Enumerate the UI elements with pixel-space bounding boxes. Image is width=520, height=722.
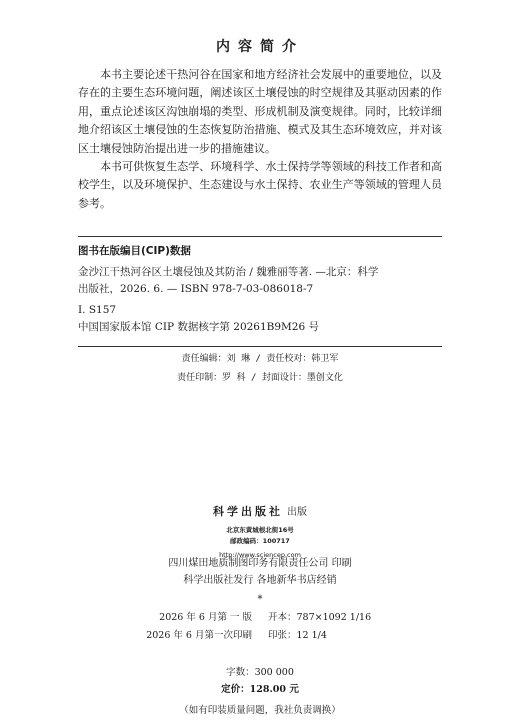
publisher-url: http://www.sciencep.com (219, 551, 301, 559)
price: 定价：128.00 元 (221, 684, 299, 695)
format-size: 开本：787×1092 1/16 (268, 612, 372, 623)
publisher-block (0, 500, 520, 561)
print-date: 2026 年 6 月第一次印刷 (146, 630, 252, 641)
cip-line-record-number: 中国国家版本馆 CIP 数据核字第 20261B9M26 号 (78, 321, 320, 333)
editorial-credits (0, 350, 520, 388)
distributor: 科学出版社发行 各地新华书店经销 (183, 575, 337, 586)
cip-line-classification: Ⅰ. S157 (78, 304, 117, 316)
top-divider (78, 236, 442, 237)
edition-row-2 (0, 627, 520, 645)
middle-divider (78, 346, 442, 347)
edition-date: 2026 年 6 月第 一 版 (159, 612, 252, 623)
page-title: 内容简介 (216, 39, 304, 55)
publisher-zip: 邮政编码：100717 (230, 537, 290, 545)
edition-info (0, 609, 520, 645)
credits-row-production: 责任印制：罗 科 / 封面设计：墨创文化 (177, 373, 343, 383)
edition-row-1 (0, 609, 520, 627)
cip-line-publisher-isbn: 出版社，2026. 6. — ISBN 978-7-03-086018-7 (78, 283, 314, 295)
abstract-paragraph-1: 本书主要论述干热河谷在国家和地方经济社会发展中的重要地位，以及存在的主要生态环境问题，阐述该区土壤侵蚀的时空规律及其驱动因素的作用，重点论述该区沟蚀崩塌的类型、形成机制及演变规律。同时，比较详细地介绍该区土壤侵蚀的生态恢复防治措施、模式及其生态环境效应，并对该区土壤侵蚀防治提出进一步的措施建议。 (78, 68, 442, 155)
cip-data-block (78, 243, 442, 336)
printer-name: 四川煤田地质制图印务有限责任公司 印刷 (168, 558, 352, 569)
publisher-address: 北京东黄城根北街16号 (226, 526, 294, 534)
publisher-name-logo: 科学出版社 (213, 505, 283, 518)
cip-heading: 图书在版编目(CIP)数据 (78, 245, 191, 257)
book-stats (0, 664, 520, 698)
separator-asterisk: * (257, 594, 263, 605)
word-count: 字数：300 000 (226, 667, 294, 678)
quality-note: （如有印装质量问题，我社负责调换） (179, 705, 341, 716)
abstract-paragraph-2: 本书可供恢复生态学、环境科学、水土保持学等领域的科技工作者和高校学生，以及环境保护、生态建设与水土保持、农业生产等领域的管理人员参考。 (78, 160, 442, 210)
printing-info (0, 555, 520, 589)
print-sheets: 印张：12 1/4 (268, 630, 327, 641)
cip-line-title: 金沙江干热河谷区土壤侵蚀及其防治 / 魏雅丽等著. —北京：科学 (78, 266, 379, 278)
publisher-suffix: 出版 (287, 507, 307, 518)
book-abstract (78, 66, 442, 213)
credits-row-editor: 责任编辑：刘 琳 / 责任校对：韩卫军 (181, 354, 339, 364)
